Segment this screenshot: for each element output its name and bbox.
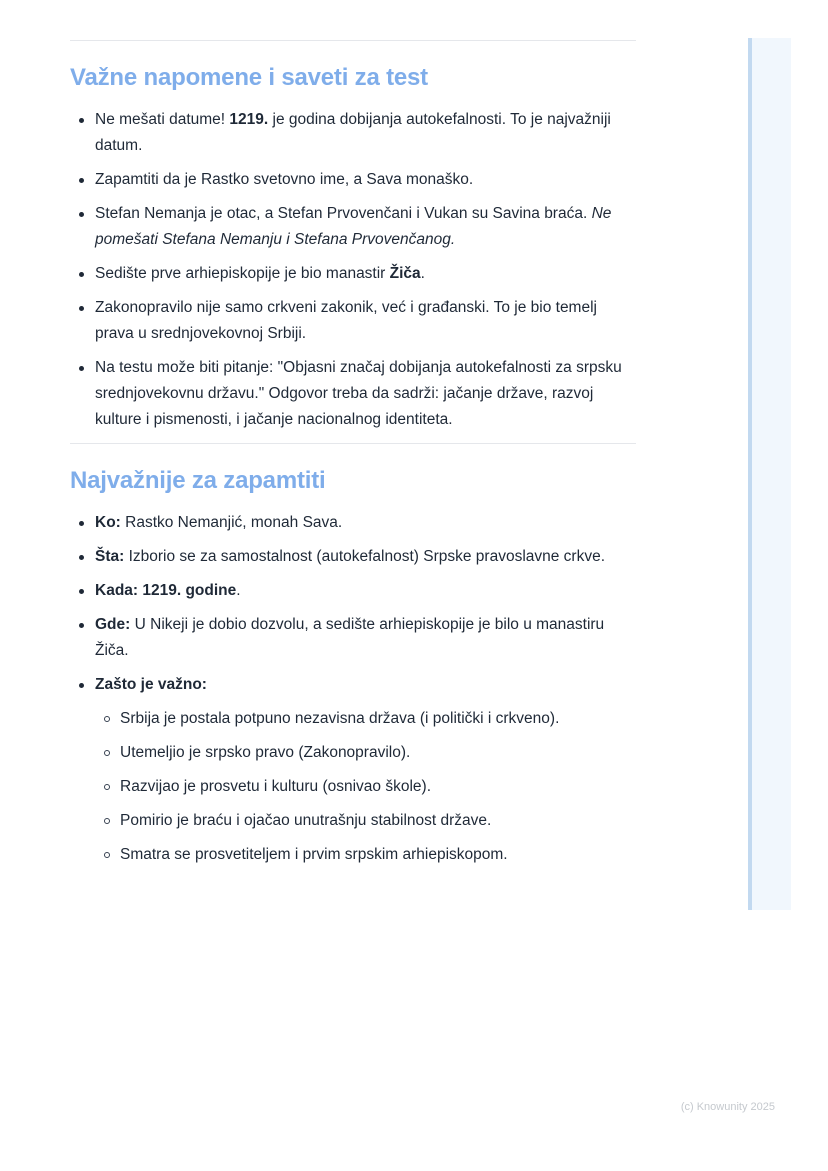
- bullet-list-key-facts: [70, 510, 636, 868]
- section-divider: [70, 40, 636, 41]
- sub-list-item: [95, 808, 636, 834]
- text-segment: Ne mešati datume!: [95, 111, 230, 128]
- section-heading-key-facts: Najvažnije za zapamtiti: [70, 467, 326, 494]
- list-item: [70, 167, 636, 193]
- text-segment: Žiča: [389, 265, 421, 282]
- section-test-tips: [70, 40, 636, 433]
- text-segment: Ko:: [95, 514, 121, 531]
- text-segment: Razvijao je prosvetu i kulturu (osnivao škole).: [120, 778, 431, 795]
- sub-list-item: [95, 842, 636, 868]
- list-item: [70, 672, 636, 868]
- copyright-footer: (c) Knowunity 2025: [680, 1101, 775, 1113]
- text-segment: Smatra se prosvetiteljem i prvim srpskim arhiepiskopom.: [120, 846, 508, 863]
- text-segment: Gde:: [95, 616, 131, 633]
- text-segment: Sedište prve arhiepiskopije je bio manastir: [95, 265, 390, 282]
- list-item: [70, 355, 636, 433]
- bullet-list-test-tips: [70, 107, 636, 433]
- text-segment: Izborio se za samostalnost (autokefalnost) Srpske pravoslavne crkve.: [124, 548, 606, 565]
- text-segment: Zakonopravilo nije samo crkveni zakonik, već i građanski. To je bio temelj prava u srednjovekovnoj Srbiji.: [95, 299, 597, 342]
- sub-list-item: [95, 774, 636, 800]
- sub-list-item: [95, 706, 636, 732]
- list-item: [70, 295, 636, 347]
- text-segment: Na testu može biti pitanje: "Objasni značaj dobijanja autokefalnosti za srpsku srednjovekovnu državu." Odgovor treba da sadrži: jačanje države, razvoj kulture i pismenosti, i jačanje nacionalnog identiteta.: [95, 359, 622, 428]
- text-segment: Srbija je postala potpuno nezavisna država (i politički i crkveno).: [120, 710, 560, 727]
- section-key-facts: [70, 443, 636, 868]
- list-item: [70, 612, 636, 664]
- section-heading-test-tips: Važne napomene i saveti za test: [70, 64, 428, 91]
- text-segment: Utemeljio je srpsko pravo (Zakonopravilo).: [120, 744, 411, 761]
- list-item: [70, 544, 636, 570]
- text-segment: Zapamtiti da je Rastko svetovno ime, a Sava monaško.: [95, 171, 474, 188]
- list-item: [70, 201, 636, 253]
- text-segment: je godina dobijanja autokefalnosti. To je najvažniji datum.: [95, 111, 611, 154]
- right-accent-bar: [748, 38, 791, 910]
- text-segment: Stefan Nemanja je otac, a Stefan Prvovenčani i Vukan su Savina braća.: [95, 205, 592, 222]
- text-segment: .: [420, 265, 425, 282]
- list-item: [70, 578, 636, 604]
- section-divider: [70, 443, 636, 444]
- text-segment: Zašto je važno:: [95, 676, 207, 693]
- text-segment: .: [236, 582, 241, 599]
- list-item: [70, 107, 636, 159]
- list-item: [70, 261, 636, 287]
- sub-list-item: [95, 740, 636, 766]
- list-item: [70, 510, 636, 536]
- text-segment: Rastko Nemanjić, monah Sava.: [120, 514, 343, 531]
- note-page-content: [70, 0, 636, 876]
- text-segment: 1219.: [229, 111, 269, 128]
- text-segment: Pomirio je braću i ojačao unutrašnju stabilnost države.: [120, 812, 492, 829]
- sub-bullet-list: [95, 706, 636, 868]
- text-segment: Šta:: [95, 548, 125, 565]
- text-segment: Ne pomešati Stefana Nemanju i Stefana Prvovenčanog.: [95, 205, 612, 248]
- text-segment: U Nikeji je dobio dozvolu, a sedište arhiepiskopije je bilo u manastiru Žiča.: [95, 616, 605, 659]
- text-segment: Kada: 1219. godine: [95, 582, 237, 599]
